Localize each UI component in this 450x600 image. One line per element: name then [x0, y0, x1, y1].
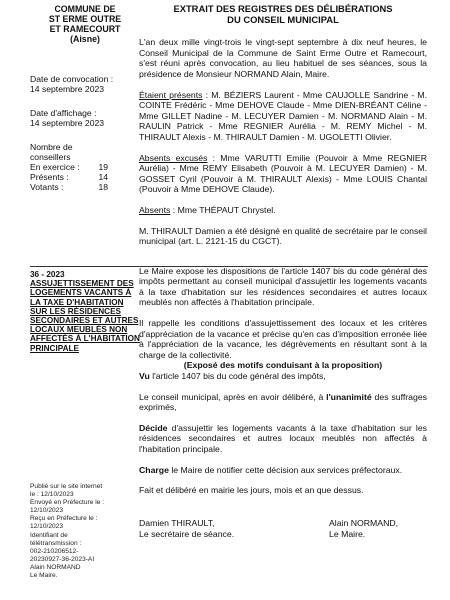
signature-maire [329, 518, 427, 539]
pub-line5: Reçu en Préfecture le : [30, 515, 98, 523]
affichage-label: Date d'affichage : [30, 108, 97, 118]
pub-line8: télétransmission : [30, 539, 82, 547]
deliberation-number: 36 - 2023 [30, 270, 65, 279]
document-title [139, 4, 427, 25]
presents-count-label: Présents : [30, 172, 69, 182]
commune-line1: COMMUNE DE [54, 4, 116, 14]
commune-line2: ST ERME OUTRE [48, 14, 122, 24]
exercice-row [30, 162, 108, 172]
nombre-label2: conseillers [30, 152, 71, 162]
vu-bold: Vu [139, 371, 150, 382]
charge-text: le Maire de notifier cette décision aux services préfectoraux. [168, 464, 403, 475]
commune-name [30, 4, 140, 44]
vu-paragraph [139, 371, 427, 382]
pub-line11: Alain NORMAND [30, 563, 81, 571]
fait-paragraph: Fait et délibéré en mairie les jours, mois et an que dessus. [139, 485, 364, 496]
commune-line3: ET RAMECOURT [49, 24, 121, 34]
title-line1: EXTRAIT DES REGISTRES DES DÉLIBÉRATIONS [173, 3, 393, 14]
presents-paragraph [139, 90, 427, 143]
convocation-label: Date de convocation : [30, 74, 114, 84]
absents-text: : Mme THÉPAUT Chrystel. [170, 204, 276, 215]
presents-count-value: 14 [98, 172, 108, 182]
left-column [30, 4, 140, 192]
votants-row [30, 182, 108, 192]
excuses-paragraph [139, 153, 427, 195]
votants-label: Votants : [30, 182, 64, 192]
right-column [139, 4, 427, 496]
deliberation-title: ASSUJETTISSEMENT DES LOGEMENTS VACANTS À LA TAXE D'HABITATION SUR LES RÉSIDENCES SECONDAIRES ET AUTRES LOCAUX MEUBLÉS NON AFFECTÉS À L'HABITATION PRINCIPALE [30, 279, 140, 353]
deliberation-box [30, 270, 142, 353]
pub-line6: 12/10/2023 [30, 523, 64, 531]
conseil-text2: des suffrages exprimés, [139, 391, 427, 413]
pub-line1: Publié sur le site internet [30, 483, 103, 490]
pub-line10: 20230927-36-2023-AI [30, 555, 95, 563]
decide-paragraph [139, 423, 427, 455]
pub-line12: Le Maire. [30, 572, 58, 580]
secretaire-paragraph: M. THIRAULT Damien a été désigné en qualité de secrétaire par le conseil municipal (art. L. 2121-15 du CGCT). [139, 225, 427, 247]
presents-row [30, 172, 108, 182]
excuses-label: Absents excusés [139, 152, 208, 163]
presents-label: Étaient présents [139, 89, 203, 100]
exercice-label: En exercice : [30, 162, 80, 172]
excuses-text: : Mme VARUTTI Emilie (Pouvoir à Mme REGNIER Aurélia) - Mme REMY Elisabeth (Pouvoir à M. LECUYER Damien) - M. GOSSET Cyril (Pouvoir à M. THIRAULT Alexis) - Mme LOUIS Chantal (Pouvoir à Mme DEHOVE Claude). [139, 152, 427, 195]
secretaire-name: Damien THIRAULT, [139, 518, 215, 528]
secretaire-role: Le secrétaire de séance. [139, 528, 235, 539]
maire-role: Le Maire. [329, 528, 366, 539]
conseil-text: Le conseil municipal, après en avoir délibéré, à [139, 391, 327, 402]
absents-label: Absents [139, 204, 171, 215]
decide-text: d'assujettir les logements vacants à la taxe d'habitation sur les résidences secondaires et autres locaux meublés non affectés à l'habitation principale. [139, 422, 427, 454]
exercice-value: 19 [98, 162, 108, 172]
expose-heading: (Exposé des motifs conduisant à la proposition) [183, 360, 383, 371]
votants-value: 18 [98, 182, 108, 192]
presents-text: : M. BÉZIERS Laurent - Mme CAUJOLLE Sandrine - M. COINTE Frédéric - Mme DEHOVE Claude - Mme DIEN-BRÉANT Céline - Mme GILLET Nadine - M. LECUYER Damien - M. NORMAND Alain - M. RAULIN Patrick - Mme REGNIER Aurélia - M. REMY Michel - M. THIRAULT Alexis - M. THIRAULT Damien - M. UGOLETTI Olivier. [139, 89, 428, 142]
expose2-paragraph: Il rappelle les conditions d'assujettissement des locaux et les critères d'appréciation de la vacance et précise qu'en cas d'imposition erronée liée à l'appréciation de la vacance, les dégrèvements en résultant sont à la charge de la collectivité. [139, 318, 427, 360]
signatures [139, 518, 427, 539]
pub-line3: Envoyé en Préfecture le : [30, 499, 105, 507]
expose1-paragraph: Le Maire expose les dispositions de l'article 1407 bis du code général des impôts permettant au conseil municipal d'assujettir les logements vacants à la taxe d'habitation sur les résidences secondaires et autres locaux meublés non affectés à l'habitation principale. [139, 265, 427, 308]
pub-line7: Identifiant de [30, 531, 68, 539]
commune-line4: (Aisne) [70, 34, 100, 44]
charge-bold: Charge [139, 464, 169, 475]
pub-line4: 12/10/2023 [30, 507, 64, 515]
pub-line2: le : 12/10/2023 [30, 491, 74, 499]
title-line2: DU CONSEIL MUNICIPAL [227, 13, 339, 25]
affichage-date: 14 septembre 2023 [30, 118, 105, 128]
publication-info [30, 483, 138, 580]
intro-paragraph: L'an deux mille vingt-trois le vingt-sept septembre à dix neuf heures, le Conseil Municipal de la Commune de Saint Erme Outre et Ramecourt, s'est réuni après convocation, au lieu habituel de ses séances, sous la présidence de Monsieur NORMAND Alain, Maire. [139, 37, 427, 79]
signature-secretaire [139, 518, 234, 539]
convocation-date: 14 septembre 2023 [30, 84, 105, 94]
maire-name: Alain NORMAND, [329, 518, 399, 528]
nombre-label1: Nombre de [30, 142, 73, 152]
charge-paragraph [139, 465, 427, 476]
pub-line9: 002-210206512- [30, 547, 79, 555]
unanimite: l'unanimité [326, 391, 372, 402]
absents-paragraph [139, 205, 427, 216]
vu-text: l'article 1407 bis du code général des impôts, [149, 371, 326, 382]
conseil-paragraph [139, 392, 427, 413]
decide-bold: Décide [139, 422, 168, 433]
